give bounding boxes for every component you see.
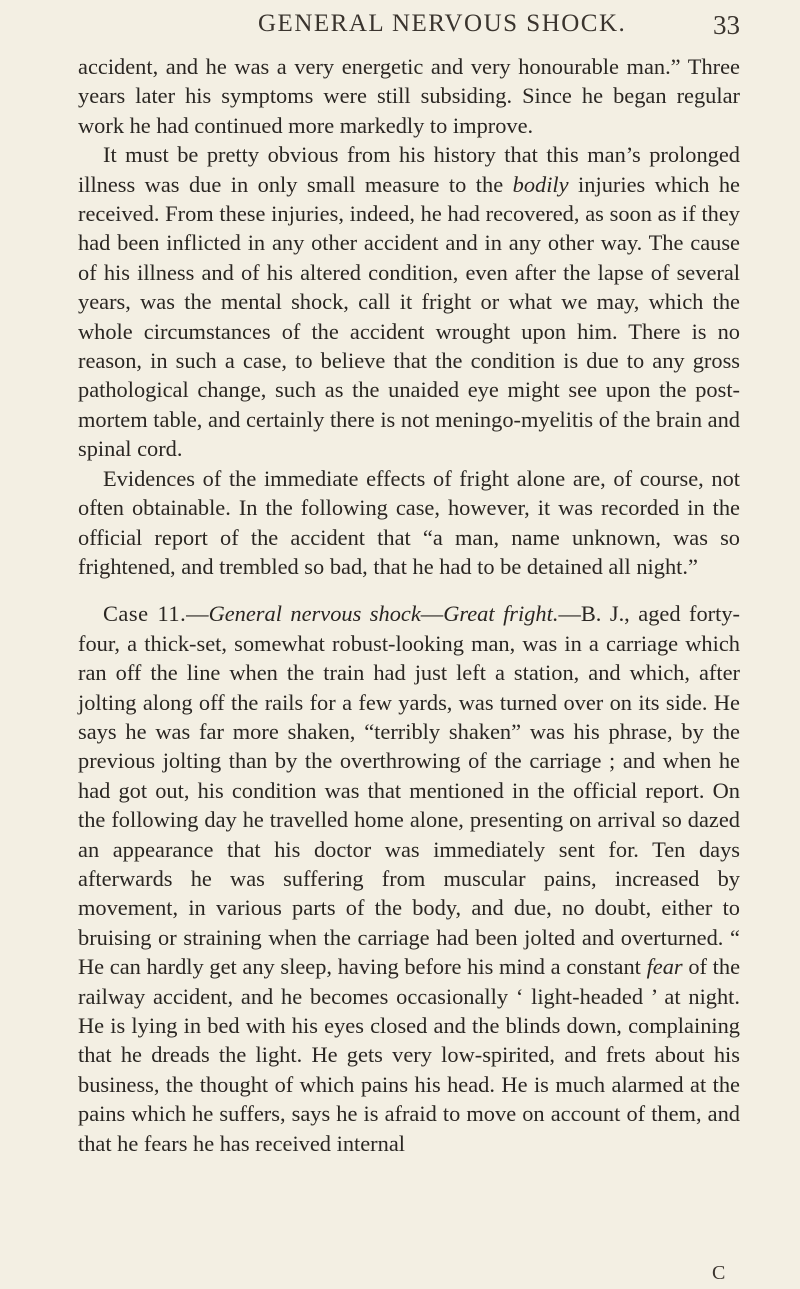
emphasis-bodily: bodily (512, 171, 569, 197)
case-paragraph (78, 599, 740, 1158)
case-dash-2: — (420, 601, 444, 627)
signature-mark: C (712, 1262, 726, 1284)
case-text-part-a: —B. J., aged forty-four, a thick-set, somewhat robust-looking man, was in a carriage which ran off the line when the train had just left a station, and which, after jolting along off the rails for a few yards, was turned over on its side. He says he was far more shaken, “terribly shaken” was his phrase, by the previous jolting than by the overthrowing of the carriage ; and when he had got out, his condition was that mentioned in the official report. On the following day he travelled home alone, presenting on arrival so dazed an appearance that his doctor was immediately sent for. Ten days afterwards he was suffering from muscular pains, increased by movement, in various parts of the body, and due, no doubt, either to bruising or straining when the carriage had been jolted and overturned. “ He can hardly get any sleep, having before his mind a constant (78, 601, 741, 980)
paragraph-continuation: accident, and he was a very energetic and very honourable man.” Three years later his symptoms were still subsiding. Since he began regular work he had continued more markedly to improve. (78, 54, 740, 138)
running-head: GENERAL NERVOUS SHOCK. (258, 10, 627, 37)
case-label: Case 11. (103, 601, 187, 627)
paragraph-analysis-part-b: injuries which he received. From these injuries, indeed, he had recovered, as soon as if they had been inflicted in any other accident and in any other way. The cause of his illness and of his altered condition, even after the lapse of several years, was the mental shock, call it fright or what we may, which the whole circumstances of the accident wrought upon him. There is no reason, in such a case, to believe that the condition is due to any gross pathological change, such as the unaided eye might see upon the post-mortem table, and certainly there is not meningo-myelitis of the brain and spinal cord. (78, 171, 740, 462)
case-dash-1: — (186, 601, 209, 627)
paragraph-analysis (78, 140, 740, 463)
case-text-part-b: of the railway accident, and he becomes occasionally ‘ light-headed ’ at night. He is lying in bed with his eyes closed and the blinds down, complaining that he dreads the light. He gets very low-spirited, and frets about his business, the thought of which pains his head. He is much alarmed at the pains which he suffers, says he is afraid to move on account of them, and that he fears he has received internal (78, 954, 741, 1156)
body-text (78, 52, 740, 1158)
emphasis-fear: fear (646, 954, 683, 980)
case-subtitle: Great fright. (443, 601, 559, 627)
paragraph-analysis-part-a: It must be pretty obvious from his history that this man’s prolonged illness was due in only small measure to the (78, 142, 740, 197)
paragraph-evidences: Evidences of the immediate effects of fright alone are, of course, not often obtainable. In the following case, however, it was recorded in the official report of the accident that “a man, name unknown, was so frightened, and trembled so bad, that he had to be detained all night.” (78, 465, 740, 579)
page-header (0, 10, 800, 46)
case-title: General nervous shock (208, 601, 421, 627)
page-number: 33 (713, 10, 740, 40)
